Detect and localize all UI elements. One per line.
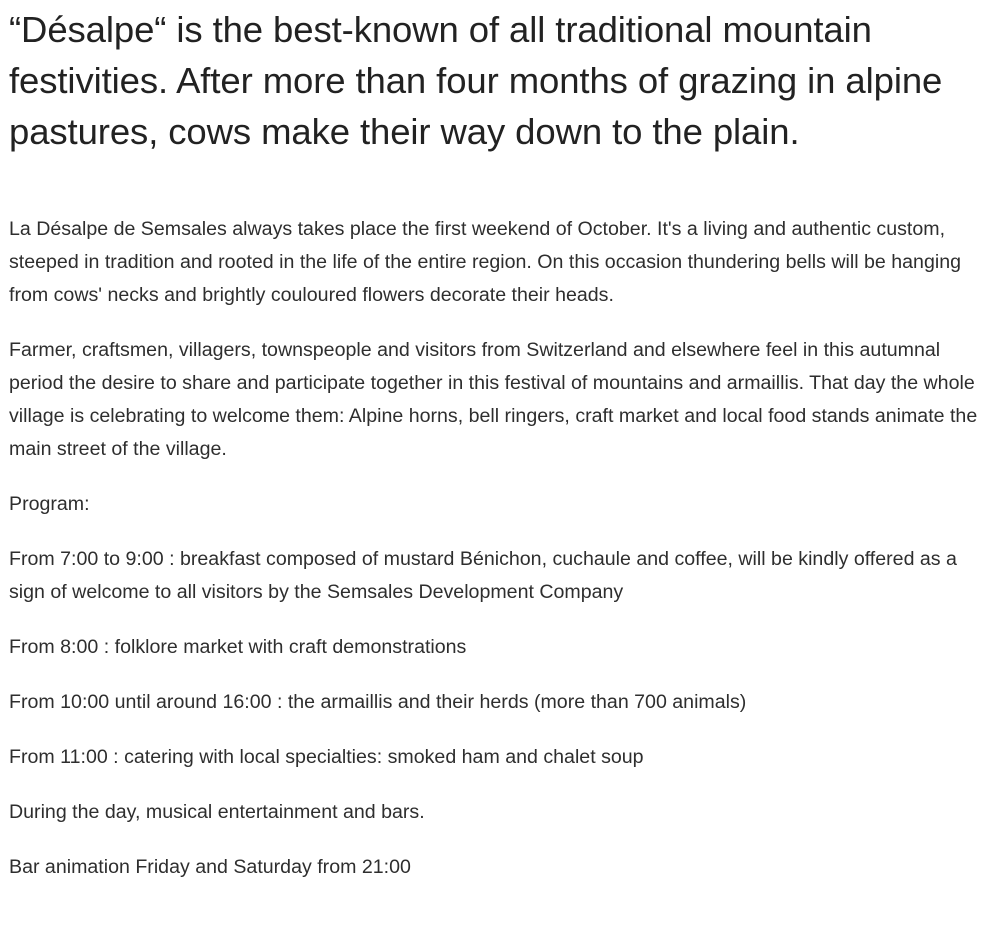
program-item: Bar animation Friday and Saturday from 21:00 (9, 856, 411, 878)
lead-paragraph: “Désalpe“ is the best-known of all traditional mountain festivities. After more than four months of grazing in alpine pastures, cows make their way down to the plain. (9, 9, 943, 152)
article-body (9, 213, 986, 884)
body-paragraph: Farmer, craftsmen, villagers, townspeople and visitors from Switzerland and elsewhere feel in this autumnal period the desire to share and participate together in this festival of mountains and armaillis. That day the whole village is celebrating to welcome them: Alpine horns, bell ringers, craft market and local food stands animate the main street of the village. (9, 339, 978, 460)
program-item: From 7:00 to 9:00 : breakfast composed of mustard Bénichon, cuchaule and coffee, will be kindly offered as a sign of welcome to all visitors by the Semsales Development Company (9, 548, 957, 603)
program-item: From 10:00 until around 16:00 : the armaillis and their herds (more than 700 animals) (9, 691, 747, 713)
body-paragraph: La Désalpe de Semsales always takes place the first weekend of October. It's a living and authentic custom, steeped in tradition and rooted in the life of the entire region. On this occasion thundering bells will be hanging from cows' necks and brightly couloured flowers decorate their heads. (9, 218, 961, 306)
program-item: During the day, musical entertainment and bars. (9, 801, 425, 823)
program-item: From 11:00 : catering with local specialties: smoked ham and chalet soup (9, 746, 644, 768)
program-heading: Program: (9, 493, 90, 515)
program-item: From 8:00 : folklore market with craft demonstrations (9, 636, 467, 658)
